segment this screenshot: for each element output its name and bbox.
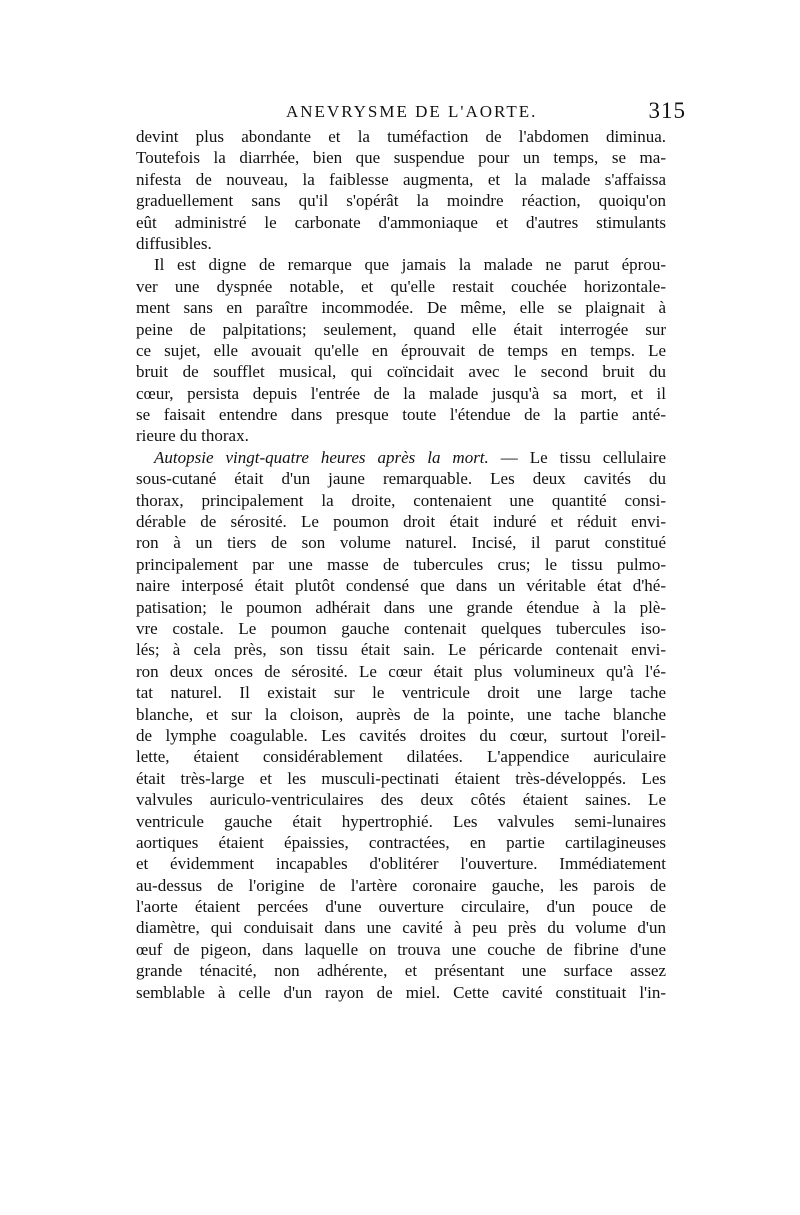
text-line: blanche, et sur la cloison, auprès de la pointe, une tache blanche	[136, 704, 666, 724]
text-line: l'aorte étaient percées d'une ouverture circulaire, d'un pouce de	[136, 897, 666, 917]
running-title: ANEVRYSME DE L'AORTE.	[286, 102, 538, 121]
text-line: aortiques étaient épaissies, contractées, en partie cartilagineuses	[136, 832, 666, 852]
text-line: graduellement sans qu'il s'opérât la moindre réaction, quoiqu'on	[136, 191, 666, 211]
text-line: principalement par une masse de tubercules crus; le tissu pulmo-	[136, 554, 666, 574]
text-line: cœur, persista depuis l'entrée de la malade jusqu'à sa mort, et il	[136, 383, 666, 403]
text-line: lette, étaient considérablement dilatées. L'appendice auriculaire	[136, 747, 666, 767]
text-line	[136, 447, 666, 468]
page-number: 315	[648, 98, 686, 123]
text-line: se faisait entendre dans presque toute l'étendue de la partie anté-	[136, 405, 666, 425]
text-line: ventricule gauche était hypertrophié. Les valvules semi-lunaires	[136, 811, 666, 831]
text-line: bruit de soufflet musical, qui coïncidait avec le second bruit du	[136, 362, 666, 382]
text-line: dérable de sérosité. Le poumon droit était induré et réduit envi-	[136, 512, 666, 532]
text-line: devint plus abondante et la tuméfaction de l'abdomen diminua.	[136, 127, 666, 146]
text-line: diffusibles.	[136, 233, 212, 253]
text-line: au-dessus de l'origine de l'artère coronaire gauche, les parois de	[136, 875, 666, 895]
body-text	[136, 126, 666, 1003]
text-line: patisation; le poumon adhérait dans une grande étendue à la plè-	[136, 597, 666, 617]
text-line: ce sujet, elle avouait qu'elle en éprouvait de temps en temps. Le	[136, 340, 666, 360]
text-line: peine de palpitations; seulement, quand elle était interrogée sur	[136, 319, 666, 339]
text-line: semblable à celle d'un rayon de miel. Cette cavité constituait l'in-	[136, 982, 666, 1002]
text-line: diamètre, qui conduisait dans une cavité à peu près du volume d'un	[136, 918, 666, 938]
text-line: nifesta de nouveau, la faiblesse augmenta, et la malade s'affaissa	[136, 169, 666, 189]
text-line: grande ténacité, non adhérente, et présentant une surface assez	[136, 961, 666, 981]
text-line: rieure du thorax.	[136, 426, 249, 446]
text-line: ver une dyspnée notable, et qu'elle restait couchée horizontale-	[136, 276, 666, 296]
text-line: tat naturel. Il existait sur le ventricule droit une large tache	[136, 683, 666, 703]
text-line: eût administré le carbonate d'ammoniaque et d'autres stimulants	[136, 212, 666, 232]
text-line: ment sans en paraître incommodée. De même, elle se plaignait à	[136, 298, 666, 318]
text-line: valvules auriculo-ventriculaires des deux côtés étaient saines. Le	[136, 790, 666, 810]
text-line: vre costale. Le poumon gauche contenait quelques tubercules iso-	[136, 618, 666, 638]
text-line: ron deux onces de sérosité. Le cœur était plus volumineux qu'à l'é-	[136, 661, 666, 681]
text-line: ron à un tiers de son volume naturel. Incisé, il parut constitué	[136, 533, 666, 553]
text-line: et évidemment incapables d'oblitérer l'ouverture. Immédiatement	[136, 854, 666, 874]
section-lead: Autopsie vingt-quatre heures après la mort.	[154, 447, 489, 467]
text-line: Il est digne de remarque que jamais la malade ne parut éprou-	[154, 255, 666, 275]
text-line: œuf de pigeon, dans laquelle on trouva une couche de fibrine d'une	[136, 939, 666, 959]
text-line: sous-cutané était d'un jaune remarquable. Les deux cavités du	[136, 469, 666, 489]
text-line: naire interposé était plutôt condensé que dans un véritable état d'hé-	[136, 576, 666, 596]
section-lead-rest: — Le tissu cellulaire	[488, 447, 667, 467]
text-line: lés; à cela près, son tissu était sain. Le péricarde contenait envi-	[136, 640, 666, 660]
text-line: était très-large et les musculi-pectinati étaient très-développés. Les	[136, 768, 666, 788]
text-line: de lymphe coagulable. Les cavités droites du cœur, surtout l'oreil-	[136, 725, 666, 745]
text-line: Toutefois la diarrhée, bien que suspendue pour un temps, se ma-	[136, 148, 666, 168]
text-line: thorax, principalement la droite, contenaient une quantité consi-	[136, 490, 666, 510]
